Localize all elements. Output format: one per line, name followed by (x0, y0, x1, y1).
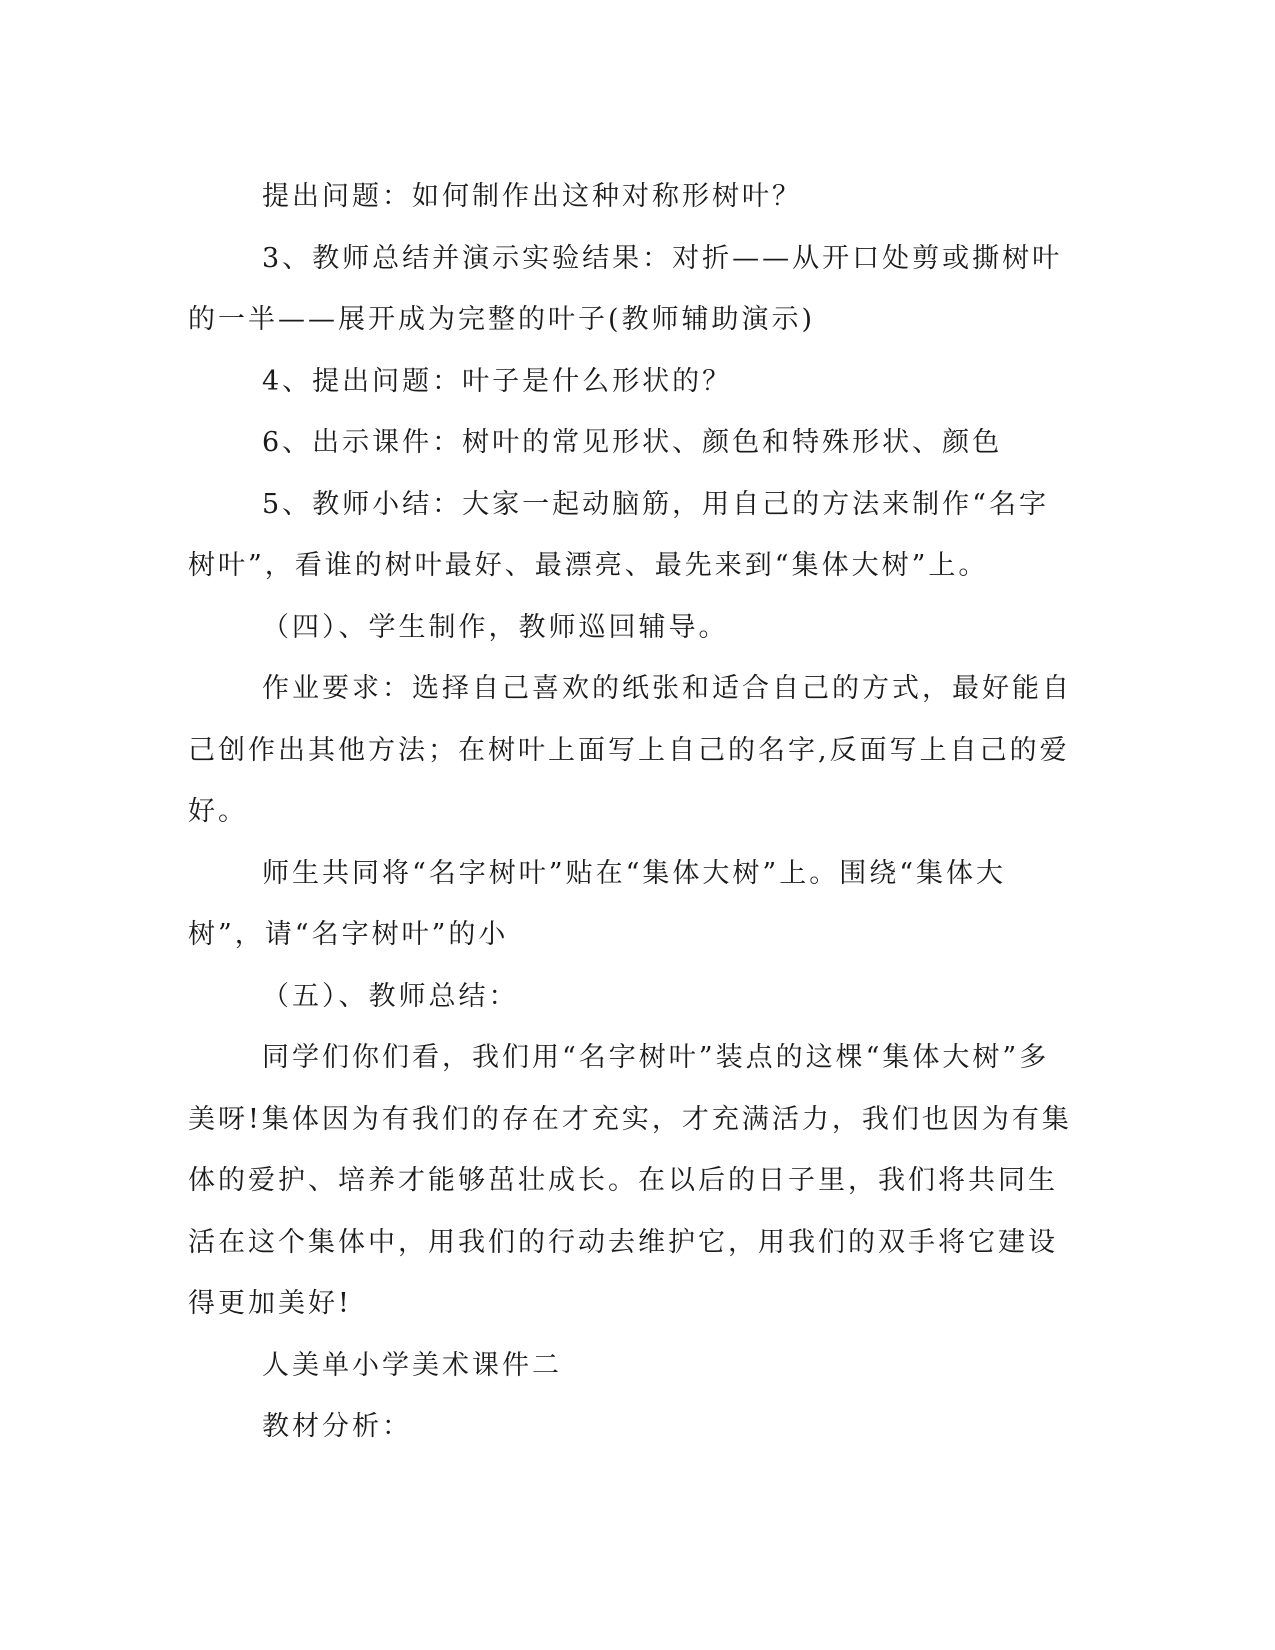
paragraph-collective-tree: 师生共同将“名字树叶”贴在“集体大树”上。围绕“集体大树”，请“名字树叶”的小 (188, 857, 1007, 950)
document-body (188, 166, 1078, 1458)
paragraph-step-6: 6、出示课件：树叶的常见形状、颜色和特殊形状、颜色 (262, 427, 1003, 458)
paragraph-material-analysis: 教材分析： (262, 1411, 412, 1442)
paragraph-section-4-heading: （四）、学生制作，教师巡回辅导。 (262, 611, 729, 643)
paragraph-step-3: 3、教师总结并演示实验结果：对折——从开口处剪或撕树叶的一半——展开成为完整的叶子(教师辅助演示) (188, 242, 1063, 335)
paragraph-section-5-heading: （五）、教师总结： (262, 980, 519, 1012)
paragraph-step-5: 5、教师小结：大家一起动脑筋，用自己的方法来制作“名字树叶”，看谁的树叶最好、最漂亮、最先来到“集体大树”上。 (188, 488, 1049, 581)
paragraph-homework-requirements: 作业要求：选择自己喜欢的纸张和适合自己的方式，最好能自己创作出其他方法；在树叶上面写上自己的名字,反面写上自己的爱好。 (188, 673, 1072, 827)
paragraph-step-4: 4、提出问题：叶子是什么形状的？ (262, 365, 733, 397)
paragraph-courseware-title: 人美单小学美术课件二 (262, 1349, 562, 1381)
paragraph-question-symmetric-leaf: 提出问题：如何制作出这种对称形树叶？ (262, 181, 802, 212)
paragraph-teacher-summary: 同学们你们看，我们用“名字树叶”装点的这棵“集体大树”多美呀!集体因为有我们的存在才充实，才充满活力，我们也因为有集体的爱护、培养才能够茁壮成长。在以后的日子里，我们将共同生活在这个集体中，用我们的行动去维护它，用我们的双手将它建设得更加美好! (188, 1042, 1072, 1319)
